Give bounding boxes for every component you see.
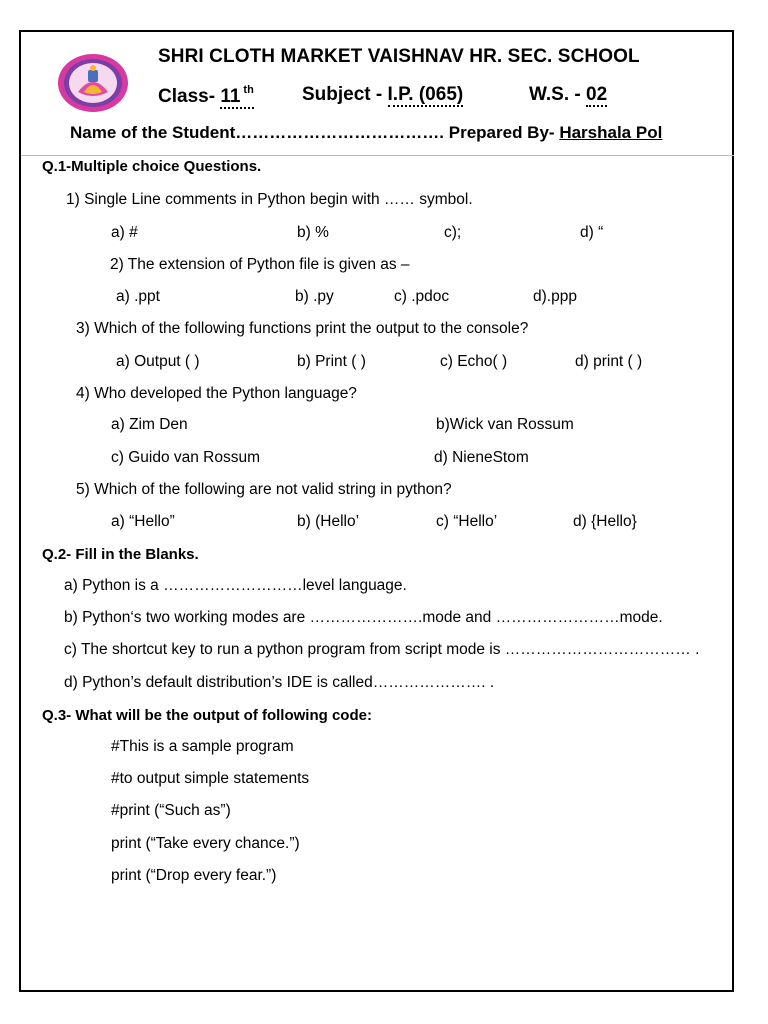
q1-item-4-option-b: b)Wick van Rossum xyxy=(436,416,574,433)
subject-label: Subject - xyxy=(302,84,383,105)
q1-item-5-option-b: b) (Hello’ xyxy=(297,513,360,530)
q1-item-3: 3) Which of the following functions print the output to the console? xyxy=(76,320,529,337)
student-name-row xyxy=(70,123,662,143)
q1-item-2: 2) The extension of Python file is given as – xyxy=(110,256,410,273)
q1-item-5-option-d: d) {Hello} xyxy=(573,513,637,530)
q1-item-1-option-b: b) % xyxy=(297,224,329,241)
code-line-5: print (“Drop every fear.”) xyxy=(111,867,277,884)
worksheet-info xyxy=(529,84,607,106)
class-label: Class- xyxy=(158,86,216,107)
school-emblem-icon xyxy=(56,52,130,114)
code-line-3: #print (“Such as”) xyxy=(111,802,231,819)
q3-heading: Q.3- What will be the output of following code: xyxy=(42,707,372,724)
subject-value: I.P. (065) xyxy=(387,84,464,105)
q2-item-c: c) The shortcut key to run a python program from script mode is ……………………………… . xyxy=(64,641,700,658)
q1-heading: Q.1-Multiple choice Questions. xyxy=(42,158,262,175)
q1-item-4: 4) Who developed the Python language? xyxy=(76,385,357,402)
q1-item-2-option-b: b) .py xyxy=(295,288,334,305)
q2-item-b: b) Python‘s two working modes are ………………….mode and ……………………mode. xyxy=(64,609,663,626)
q1-item-3-option-c: c) Echo( ) xyxy=(440,353,508,370)
header-divider xyxy=(21,155,734,156)
prepared-by-value: Harshala Pol xyxy=(559,123,663,142)
q1-item-4-option-a: a) Zim Den xyxy=(111,416,188,433)
code-line-1: #This is a sample program xyxy=(111,738,294,755)
q1-item-2-option-d: d).ppp xyxy=(533,288,577,305)
subject-info xyxy=(302,84,463,106)
q2-heading: Q.2- Fill in the Blanks. xyxy=(42,546,199,563)
q1-item-3-option-a: a) Output ( ) xyxy=(116,353,200,370)
q2-item-d: d) Python’s default distribution’s IDE is called…………………. . xyxy=(64,674,495,691)
q1-item-4-option-c: c) Guido van Rossum xyxy=(111,449,261,466)
code-line-4: print (“Take every chance.”) xyxy=(111,835,300,852)
q1-item-1-option-c: c); xyxy=(444,224,462,241)
q1-item-1-option-a: a) # xyxy=(111,224,138,241)
q1-item-3-option-d: d) print ( ) xyxy=(575,353,643,370)
q1-item-3-option-b: b) Print ( ) xyxy=(297,353,366,370)
class-info xyxy=(158,84,254,108)
q1-item-4-option-d: d) NieneStom xyxy=(434,449,529,466)
prepared-by-label: Prepared By- xyxy=(448,123,555,142)
q1-item-2-option-a: a) .ppt xyxy=(116,288,160,305)
school-name: SHRI CLOTH MARKET VAISHNAV HR. SEC. SCHOOL xyxy=(158,46,640,67)
q1-item-1-option-d: d) “ xyxy=(580,224,604,241)
q1-item-2-option-c: c) .pdoc xyxy=(394,288,450,305)
class-value: 11 $^{th}$ xyxy=(220,84,254,107)
q2-item-a: a) Python is a ………………………level language. xyxy=(64,577,407,594)
ws-label: W.S. - xyxy=(529,84,581,105)
student-name-label: Name of the Student………………………………. xyxy=(70,123,445,142)
q1-item-5: 5) Which of the following are not valid string in python? xyxy=(76,481,452,498)
q1-item-5-option-a: a) “Hello” xyxy=(111,513,175,530)
q1-item-1: 1) Single Line comments in Python begin with …… symbol. xyxy=(66,191,473,208)
ws-value: 02 xyxy=(586,84,608,105)
code-line-2: #to output simple statements xyxy=(111,770,310,787)
q1-item-5-option-c: c) “Hello’ xyxy=(436,513,498,530)
